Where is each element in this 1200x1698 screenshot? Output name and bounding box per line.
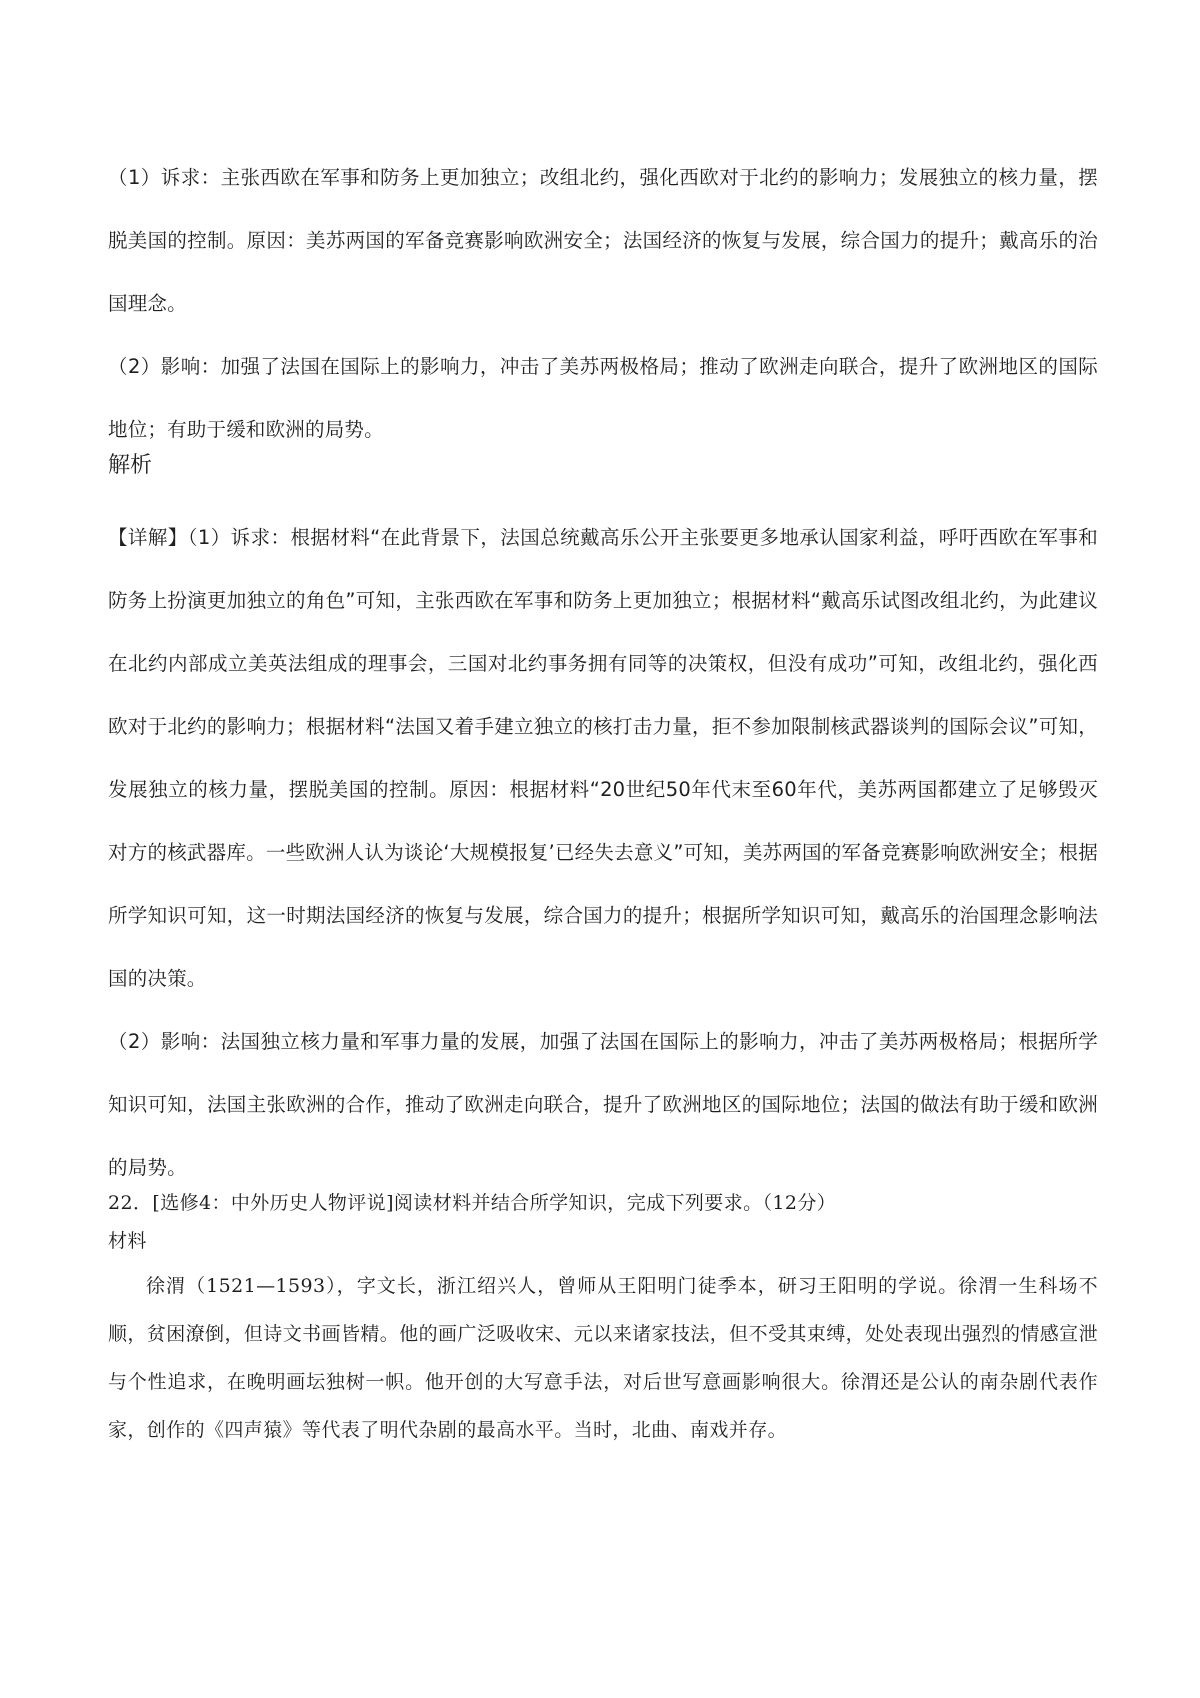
answer-part-2: （2）影响：加强了法国在国际上的影响力，冲击了美苏两极格局；推动了欧洲走向联合，提升了欧洲地区的国际地位；有助于缓和欧洲的局势。 <box>108 355 1098 441</box>
analysis-part-2: （2）影响：法国独立核力量和军事力量的发展，加强了法国在国际上的影响力，冲击了美苏两极格局；根据所学知识可知，法国主张欧洲的合作，推动了欧洲走向联合，提升了欧洲地区的国际地位；法国的做法有助于缓和欧洲的局势。 <box>108 1030 1098 1179</box>
material-text: 徐渭（1521—1593），字文长，浙江绍兴人，曾师从王阳明门徒季本，研习王阳明的学说。徐渭一生科场不顺，贫困潦倒，但诗文书画皆精。他的画广泛吸收宋、元以来诸家技法，但不受其束缚，处处表现出强烈的情感宣泄与个性追求，在晚明画坛独树一帜。他开创的大写意手法，对后世写意画影响很大。徐渭还是公认的南杂剧代表作家，创作的《四声猿》等代表了明代杂剧的最高水平。当时，北曲、南戏并存。 <box>108 1275 1098 1441</box>
analysis-part-1: 【详解】（1）诉求：根据材料“在此背景下，法国总统戴高乐公开主张要更多地承认国家利益，呼吁西欧在军事和防务上扮演更加独立的角色”可知，主张西欧在军事和防务上更加独立；根据材料“戴高乐试图改组北约，为此建议在北约内部成立美英法组成的理事会，三国对北约事务拥有同等的决策权，但没有成功”可知，改组北约，强化西欧对于北约的影响力；根据材料“法国又着手建立独立的核打击力量，拒不参加限制核武器谈判的国际会议”可知，发展独立的核力量，摆脱美国的控制。原因：根据材料“20世纪50年代末至60年代，美苏两国都建立了足够毁灭对方的核武器库。一些欧洲人认为谈论‘大规模报复’已经失去意义”可知，美苏两国的军备竞赛影响欧洲安全；根据所学知识可知，这一时期法国经济的恢复与发展，综合国力的提升；根据所学知识可知，戴高乐的治国理念影响法国的决策。 <box>108 526 1098 990</box>
analysis-heading: 解析 <box>108 453 153 478</box>
answer-part-1: （1）诉求：主张西欧在军事和防务上更加独立；改组北约，强化西欧对于北约的影响力；发展独立的核力量，摆脱美国的控制。原因：美苏两国的军备竞赛影响欧洲安全；法国经济的恢复与发展，综合国力的提升；戴高乐的治国理念。 <box>108 166 1098 315</box>
question-22 <box>108 1184 1098 1454</box>
answer-section <box>108 146 1098 461</box>
material-label: 材料 <box>108 1230 147 1252</box>
analysis-section <box>108 506 1098 1199</box>
analysis-heading-wrap <box>108 451 1098 481</box>
question-title: 22．[选修4：中外历史人物评说]阅读材料并结合所学知识，完成下列要求。（12分） <box>108 1192 837 1214</box>
